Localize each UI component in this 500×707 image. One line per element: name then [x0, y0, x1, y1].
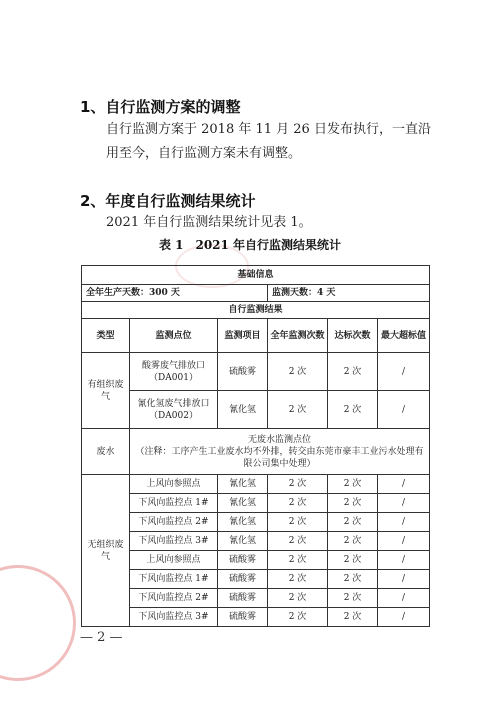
point-cell: 上风向参照点 — [130, 475, 218, 494]
table-row — [82, 391, 430, 429]
pass-cell: 2 次 — [328, 589, 378, 608]
table-row — [82, 570, 430, 589]
section2-intro: 2021 年自行监测结果统计见表 1。 — [106, 215, 312, 230]
point-cell: 下风向监控点 2# — [130, 513, 218, 532]
table-row — [82, 494, 430, 513]
section2-heading: 2、年度自行监测结果统计 — [80, 192, 256, 210]
basic-info-title: 基础信息 — [82, 266, 430, 285]
max-cell: / — [378, 494, 430, 513]
point-cell: 下风向监控点 3# — [130, 608, 218, 627]
item-cell: 硫酸雾 — [218, 353, 268, 391]
table-row — [82, 589, 430, 608]
point-cell: 酸雾废气排放口（DA001） — [130, 353, 218, 391]
max-cell: / — [378, 589, 430, 608]
point-cell: 下风向监控点 2# — [130, 589, 218, 608]
pass-cell: 2 次 — [328, 513, 378, 532]
type-organized: 有组织废气 — [82, 353, 130, 429]
monitoring-days: 监测天数：4 天 — [268, 285, 430, 302]
section1-heading: 1、自行监测方案的调整 — [80, 98, 241, 116]
point-cell: 上风向参照点 — [130, 551, 218, 570]
count-cell: 2 次 — [268, 391, 328, 429]
monitoring-results-table — [81, 265, 430, 627]
table-row — [82, 475, 430, 494]
table-row — [82, 551, 430, 570]
header-max: 最大超标值 — [378, 319, 430, 353]
max-cell: / — [378, 532, 430, 551]
table-caption: 表 1 2021 年自行监测结果统计 — [158, 238, 342, 252]
count-cell: 2 次 — [268, 353, 328, 391]
count-cell: 2 次 — [268, 551, 328, 570]
wastewater-line1: 无废水监测点位 — [248, 434, 312, 445]
pass-cell: 2 次 — [328, 551, 378, 570]
header-point: 监测点位 — [130, 319, 218, 353]
item-cell: 氰化氢 — [218, 532, 268, 551]
max-cell: / — [378, 551, 430, 570]
item-cell: 氰化氢 — [218, 494, 268, 513]
count-cell: 2 次 — [268, 570, 328, 589]
pass-cell: 2 次 — [328, 608, 378, 627]
table-row — [82, 513, 430, 532]
wastewater-line2: （注释：工序产生工业废水均不外排，转交由东莞市豪丰工业污水处理有限公司集中处理） — [135, 446, 424, 469]
page-number: — 2 — — [80, 630, 123, 645]
pass-cell: 2 次 — [328, 494, 378, 513]
production-days: 全年生产天数：300 天 — [82, 285, 268, 302]
item-cell: 氰化氢 — [218, 513, 268, 532]
pass-cell: 2 次 — [328, 532, 378, 551]
count-cell: 2 次 — [268, 475, 328, 494]
item-cell: 硫酸雾 — [218, 551, 268, 570]
section2-intro-wrap — [80, 211, 440, 235]
count-cell: 2 次 — [268, 532, 328, 551]
item-cell: 硫酸雾 — [218, 570, 268, 589]
results-title: 自行监测结果 — [82, 302, 430, 319]
table-row — [82, 353, 430, 391]
pass-cell: 2 次 — [328, 475, 378, 494]
section1-paragraph-text: 自行监测方案于 2018 年 11 月 26 日发布执行，一直沿用至今，自行监测方案未有调整。 — [106, 122, 431, 161]
point-cell: 下风向监控点 1# — [130, 494, 218, 513]
table-row — [82, 608, 430, 627]
max-cell: / — [378, 391, 430, 429]
table-row — [82, 532, 430, 551]
point-cell: 氰化氢废气排放口（DA002） — [130, 391, 218, 429]
count-cell: 2 次 — [268, 608, 328, 627]
table-row — [82, 429, 430, 475]
count-cell: 2 次 — [268, 494, 328, 513]
pass-cell: 2 次 — [328, 570, 378, 589]
header-pass: 达标次数 — [328, 319, 378, 353]
max-cell: / — [378, 570, 430, 589]
max-cell: / — [378, 513, 430, 532]
pass-cell: 2 次 — [328, 391, 378, 429]
max-cell: / — [378, 353, 430, 391]
type-unorganized: 无组织废气 — [82, 475, 130, 627]
point-cell: 下风向监控点 3# — [130, 532, 218, 551]
item-cell: 硫酸雾 — [218, 608, 268, 627]
header-type: 类型 — [82, 319, 130, 353]
item-cell: 氰化氢 — [218, 391, 268, 429]
max-cell: / — [378, 475, 430, 494]
type-wastewater: 废水 — [82, 429, 130, 475]
point-cell: 下风向监控点 1# — [130, 570, 218, 589]
count-cell: 2 次 — [268, 589, 328, 608]
item-cell: 硫酸雾 — [218, 589, 268, 608]
wastewater-note — [130, 429, 430, 475]
max-cell: / — [378, 608, 430, 627]
header-item: 监测项目 — [218, 319, 268, 353]
section1-paragraph — [80, 118, 440, 166]
header-count: 全年监测次数 — [268, 319, 328, 353]
count-cell: 2 次 — [268, 513, 328, 532]
seal-stamp — [0, 565, 76, 681]
item-cell: 氰化氢 — [218, 475, 268, 494]
pass-cell: 2 次 — [328, 353, 378, 391]
